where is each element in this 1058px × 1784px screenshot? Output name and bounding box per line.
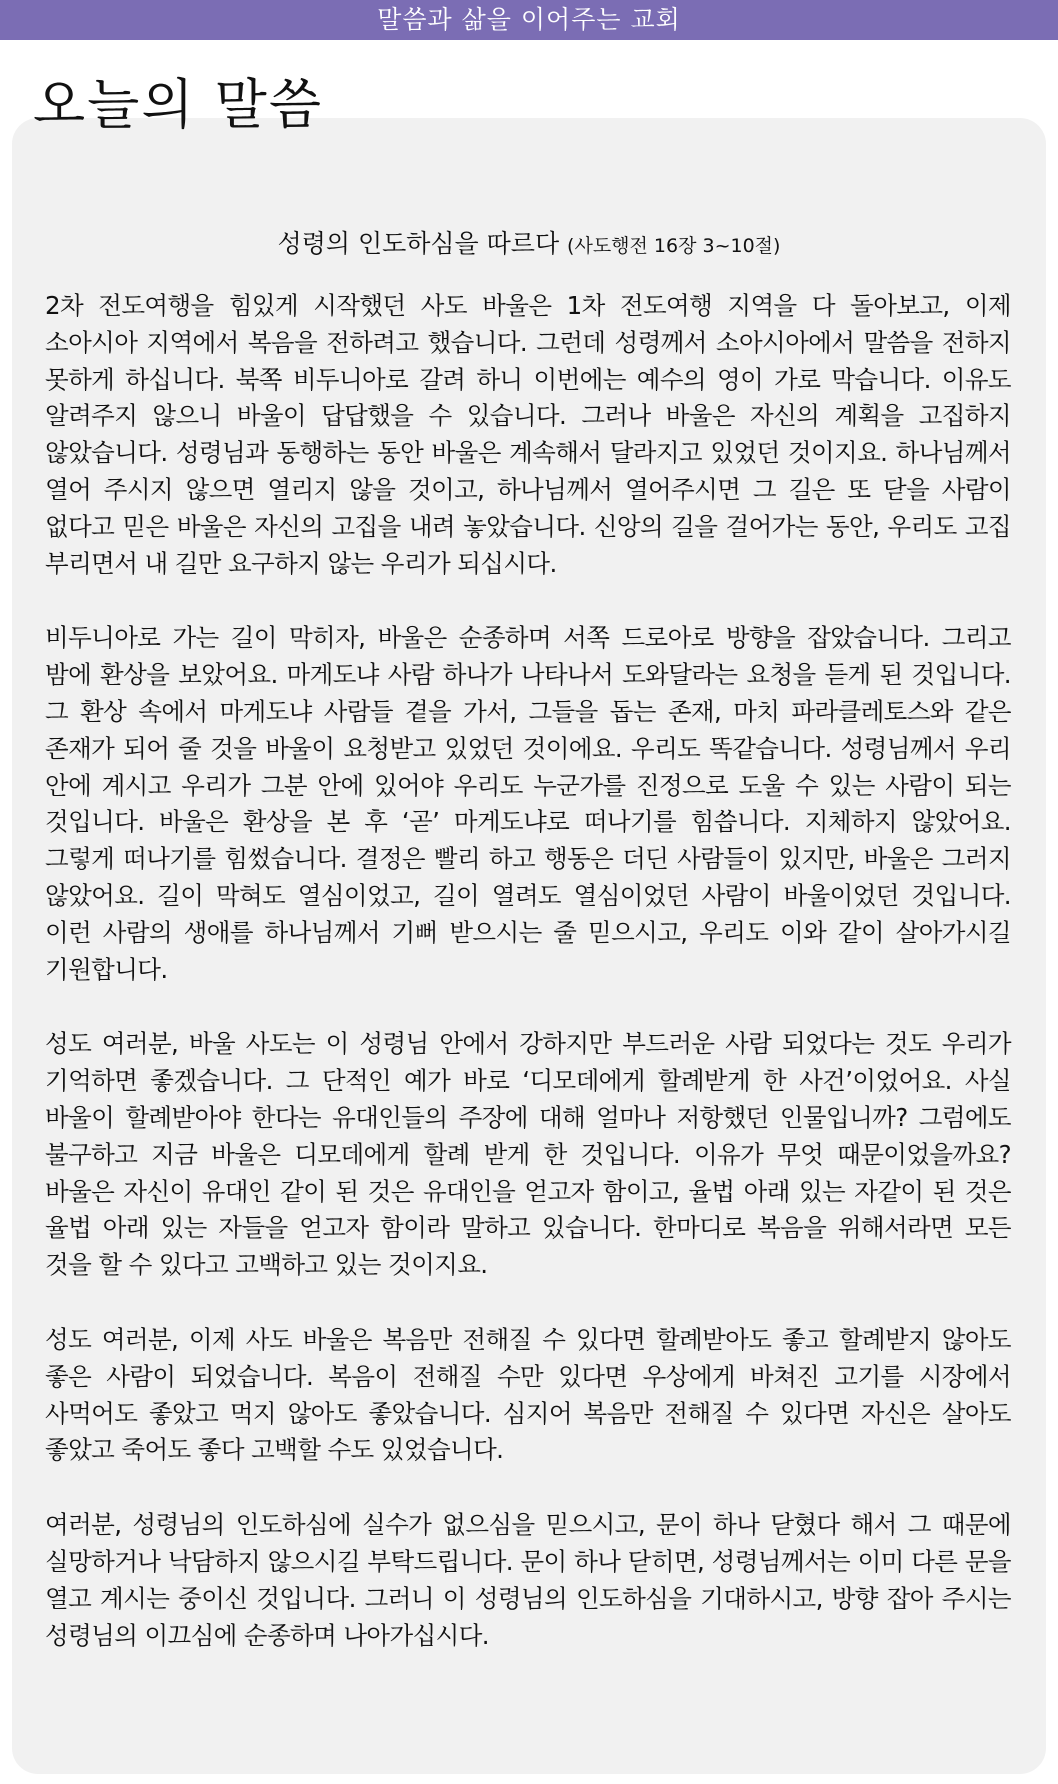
sermon-title-text: 성령의 인도하심을 따르다 — [277, 229, 560, 258]
top-banner — [0, 0, 1058, 40]
paragraph-1: 2차 전도여행을 힘있게 시작했던 사도 바울은 1차 전도여행 지역을 다 돌아보고, 이제 소아시아 지역에서 복음을 전하려고 했습니다. 그런데 성령께서 소아시아에서 말씀을 전하지 못하게 하십니다. 북쪽 비두니아로 갈려 하니 이번에는 예수의 영이 가로 막습니다. 이유도 알려주지 않으니 바울이 답답했을 수 있습니다. 그러나 바울은 자신의 계획을 고집하지 않았습니다. 성령님과 동행하는 동안 바울은 계속해서 달라지고 있었던 것이지요. 하나님께서 열어 주시지 않으면 열리지 않을 것이고, 하나님께서 열어주시면 그 길은 또 닫을 사람이 없다고 믿은 바울은 자신의 고집을 내려 놓았습니다. 신앙의 길을 걸어가는 동안, 우리도 고집 부리면서 내 길만 요구하지 않는 우리가 되십시다. — [45, 291, 1011, 578]
sermon-card — [12, 118, 1046, 1774]
paragraph-4: 성도 여러분, 이제 사도 바울은 복음만 전해질 수 있다면 할례받아도 좋고 할례받지 않아도 좋은 사람이 되었습니다. 복음이 전해질 수만 있다면 우상에게 바쳐진 고기를 시장에서 사먹어도 좋았고 먹지 않아도 좋았습니다. 심지어 복음만 전해질 수 있다면 자신은 살아도 좋았고 죽어도 좋다 고백할 수도 있었습니다. — [45, 1324, 1011, 1465]
sermon-body — [45, 288, 1011, 1692]
scripture-reference: (사도행전 16장 3~10절) — [567, 235, 781, 257]
paragraph-2: 비두니아로 가는 길이 막히자, 바울은 순종하며 서쪽 드로아로 방향을 잡았습니다. 그리고 밤에 환상을 보았어요. 마게도냐 사람 하나가 나타나서 도와달라는 요청을 듣게 된 것입니다. 그 환상 속에서 마게도냐 사람들 곁을 가서, 그들을 돕는 존재, 마치 파라클레토스와 같은 존재가 되어 줄 것을 바울이 요청받고 있었던 것이에요. 우리도 똑같습니다. 성령님께서 우리 안에 계시고 우리가 그분 안에 있어야 우리도 누군가를 진정으로 도울 수 있는 사람이 되는 것입니다. 바울은 환상을 본 후 ‘곧’ 마게도냐로 떠나기를 힘씁니다. 지체하지 않았어요. 그렇게 떠나기를 힘썼습니다. 결정은 빨리 하고 행동은 더딘 사람들이 있지만, 바울은 그러지 않았어요. 길이 막혀도 열심이었고, 길이 열려도 열심이었던 사람이 바울이었던 것입니다. 이런 사람의 생애를 하나님께서 기뻐 받으시는 줄 믿으시고, 우리도 이와 같이 살아가시길 기원합니다. — [45, 623, 1011, 984]
page-title: 오늘의 말씀 — [33, 73, 323, 136]
banner-text: 말씀과 삶을 이어주는 교회 — [377, 5, 681, 34]
paragraph-3: 성도 여러분, 바울 사도는 이 성령님 안에서 강하지만 부드러운 사람 되었다는 것도 우리가 기억하면 좋겠습니다. 그 단적인 예가 바로 ‘디모데에게 할례받게 한 사건’이었어요. 사실 바울이 할례받아야 한다는 유대인들의 주장에 대해 얼마나 저항했던 인물입니까? 그럼에도 불구하고 지금 바울은 디모데에게 할례 받게 한 것입니다. 이유가 무엇 때문이었을까요? 바울은 자신이 유대인 같이 된 것은 유대인을 얻고자 함이고, 율법 아래 있는 자같이 된 것은 율법 아래 있는 자들을 얻고자 함이라 말하고 있습니다. 한마디로 복음을 위해서라면 모든 것을 할 수 있다고 고백하고 있는 것이지요. — [45, 1029, 1011, 1280]
paragraph-5: 여러분, 성령님의 인도하심에 실수가 없으심을 믿으시고, 문이 하나 닫혔다 해서 그 때문에 실망하거나 낙담하지 않으시길 부탁드립니다. 문이 하나 닫히면, 성령님께서는 이미 다른 문을 열고 계시는 중이신 것입니다. 그러니 이 성령님의 인도하심을 기대하시고, 방향 잡아 주시는 성령님의 이끄심에 순종하며 나아가십시다. — [45, 1510, 1011, 1650]
sermon-title — [12, 226, 1046, 264]
